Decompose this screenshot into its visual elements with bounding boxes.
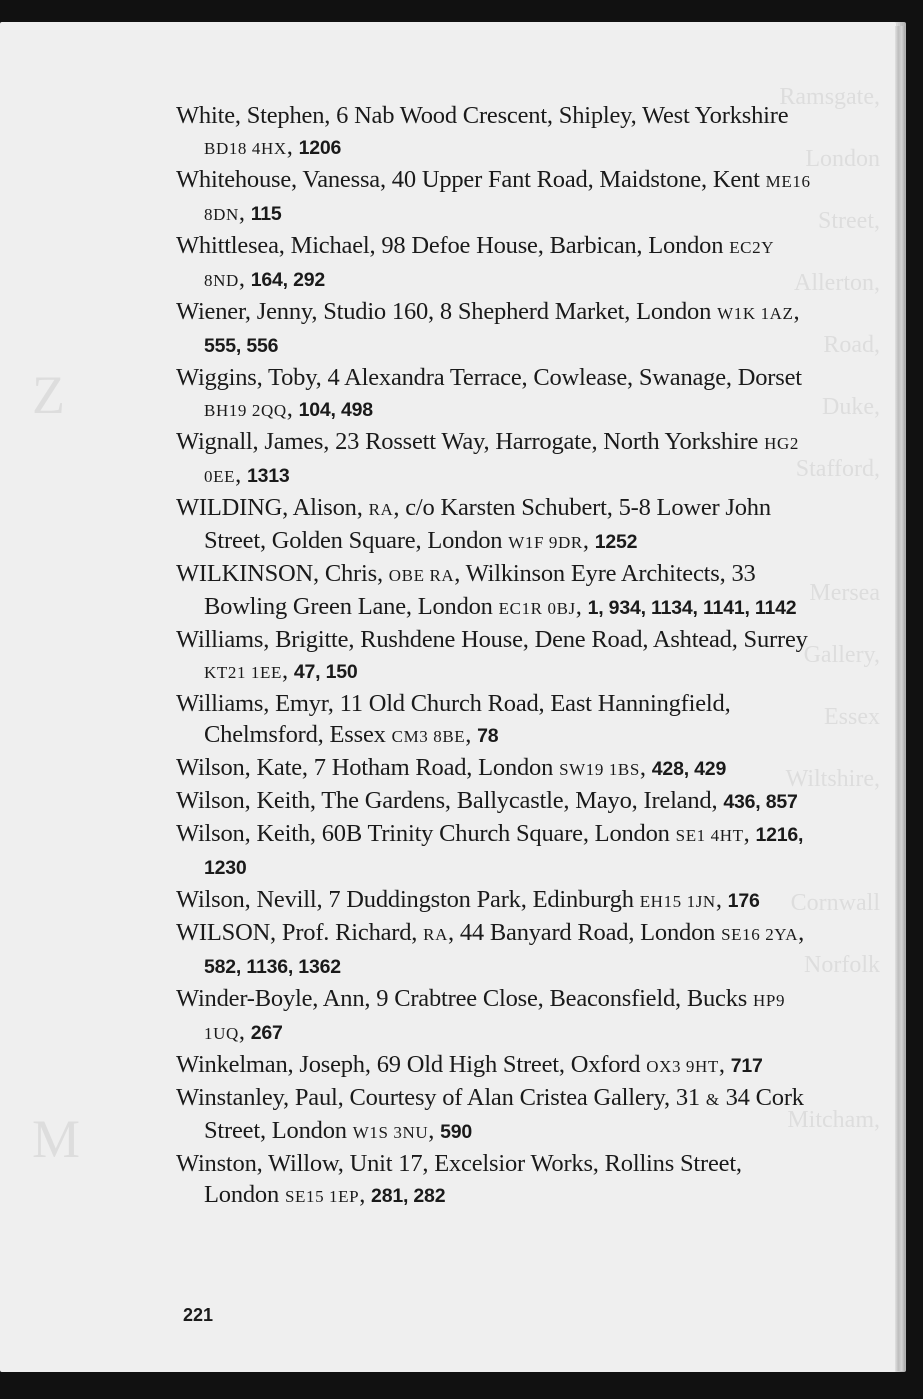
page-refs: 1252	[594, 531, 638, 553]
postcode: SE1 4HT	[675, 826, 744, 845]
page-refs: 590	[440, 1121, 473, 1143]
book-page	[0, 22, 896, 1372]
honours: RA	[368, 500, 394, 519]
page-edge	[895, 26, 905, 1371]
ampersand: &	[705, 1090, 720, 1109]
page-refs: 1216, 1230	[204, 824, 804, 879]
index-entry: Wiener, Jenny, Studio 160, 8 Shepherd Market, London W1K 1AZ, 555, 556	[176, 298, 800, 357]
index-entry: Winston, Willow, Unit 17, Excelsior Works, Rollins Street, London SE15 1EP, 281, 282	[176, 1150, 742, 1208]
index-entry: Winder-Boyle, Ann, 9 Crabtree Close, Beaconsfield, Bucks HP9 1UQ, 267	[176, 985, 786, 1045]
postcode: KT21 1EE	[204, 663, 282, 682]
page-refs: 78	[477, 725, 499, 747]
page-refs: 115	[250, 203, 282, 225]
index-entry: Wilson, Nevill, 7 Duddingston Park, Edinburgh EH15 1JN, 176	[176, 886, 760, 913]
index-entry: Winstanley, Paul, Courtesy of Alan Cristea Gallery, 31 & 34 Cork Street, London W1S 3NU, 590	[176, 1084, 804, 1144]
postcode: SE15 1EP	[284, 1187, 360, 1206]
index-entry: Whitehouse, Vanessa, 40 Upper Fant Road, Maidstone, Kent ME16 8DN, 115	[176, 166, 811, 226]
postcode: W1S 3NU	[352, 1123, 429, 1142]
page-refs: 47, 150	[293, 661, 358, 683]
postcode: EC1R 0BJ	[498, 599, 576, 618]
index-entry: Winkelman, Joseph, 69 Old High Street, Oxford OX3 9HT, 717	[176, 1051, 763, 1078]
index-entry: WILDING, Alison, RA, c/o Karsten Schubert, 5-8 Lower John Street, Golden Square, London W1F 9DR, 1252	[176, 494, 771, 554]
page-refs: 582, 1136, 1362	[204, 956, 341, 978]
index-entry: Wilson, Keith, The Gardens, Ballycastle, Mayo, Ireland, 436, 857	[176, 787, 798, 814]
page-refs: 717	[730, 1055, 763, 1077]
index-entry: WILSON, Prof. Richard, RA, 44 Banyard Road, London SE16 2YA, 582, 1136, 1362	[176, 919, 805, 978]
index-entry: Williams, Emyr, 11 Old Church Road, East Hanningfield, Chelmsford, Essex CM3 8BE, 78	[176, 690, 731, 748]
postcode: HG2 0EE	[204, 434, 799, 486]
postcode: W1K 1AZ	[717, 304, 794, 323]
postcode: BD18 4HX	[204, 139, 287, 158]
postcode: CM3 8BE	[391, 727, 466, 746]
show-through-text: Ramsgate, London Street, Allerton, Road, Duke, Stafford, Mersea Gallery, Essex Wiltshire, Cornwall Norfolk Mitcham, Z M	[32, 84, 880, 1169]
page-refs: 1313	[246, 465, 290, 487]
honours: RA	[423, 925, 448, 944]
postcode: EH15 1JN	[639, 892, 716, 911]
page-refs: 436, 857	[723, 791, 798, 813]
index-entry: Wilson, Keith, 60B Trinity Church Square, London SE1 4HT, 1216, 1230	[176, 820, 804, 879]
page-refs: 267	[250, 1022, 283, 1044]
postcode: EC2Y 8ND	[204, 238, 774, 290]
index-entry: Wignall, James, 23 Rossett Way, Harrogate, North Yorkshire HG2 0EE, 1313	[176, 428, 799, 488]
honours: OBE RA	[388, 566, 455, 585]
page-refs: 104, 498	[298, 399, 373, 421]
postcode: OX3 9HT	[646, 1057, 719, 1076]
index-entry: WILKINSON, Chris, OBE RA, Wilkinson Eyre Architects, 33 Bowling Green Lane, London EC1R 0BJ, 1, 934, 1134, 1141, 1142	[176, 560, 797, 620]
page-number: 221	[183, 1305, 214, 1325]
page-refs: 555, 556	[204, 335, 279, 357]
postcode: BH19 2QQ	[204, 401, 287, 420]
page-refs: 1206	[298, 137, 342, 159]
postcode: HP9 1UQ	[204, 991, 786, 1043]
page-refs: 1, 934, 1134, 1141, 1142	[587, 597, 797, 619]
index-entry: Wiggins, Toby, 4 Alexandra Terrace, Cowlease, Swanage, Dorset BH19 2QQ, 104, 498	[176, 364, 802, 422]
page-refs: 281, 282	[371, 1185, 446, 1207]
page-refs: 428, 429	[651, 758, 727, 780]
index-list	[176, 100, 816, 1212]
postcode: SW19 1BS	[559, 760, 640, 779]
page-refs: 164, 292	[250, 269, 326, 291]
index-entry: Williams, Brigitte, Rushdene House, Dene Road, Ashtead, Surrey KT21 1EE, 47, 150	[176, 626, 808, 684]
index-entry: Wilson, Kate, 7 Hotham Road, London SW19 1BS, 428, 429	[176, 754, 727, 781]
index-entry: White, Stephen, 6 Nab Wood Crescent, Shipley, West Yorkshire BD18 4HX, 1206	[176, 102, 789, 160]
index-entry: Whittlesea, Michael, 98 Defoe House, Barbican, London EC2Y 8ND, 164, 292	[176, 232, 774, 292]
postcode: ME16 8DN	[204, 172, 811, 224]
postcode: W1F 9DR	[508, 533, 583, 552]
page-refs: 176	[727, 890, 760, 912]
postcode: SE16 2YA	[721, 925, 799, 944]
